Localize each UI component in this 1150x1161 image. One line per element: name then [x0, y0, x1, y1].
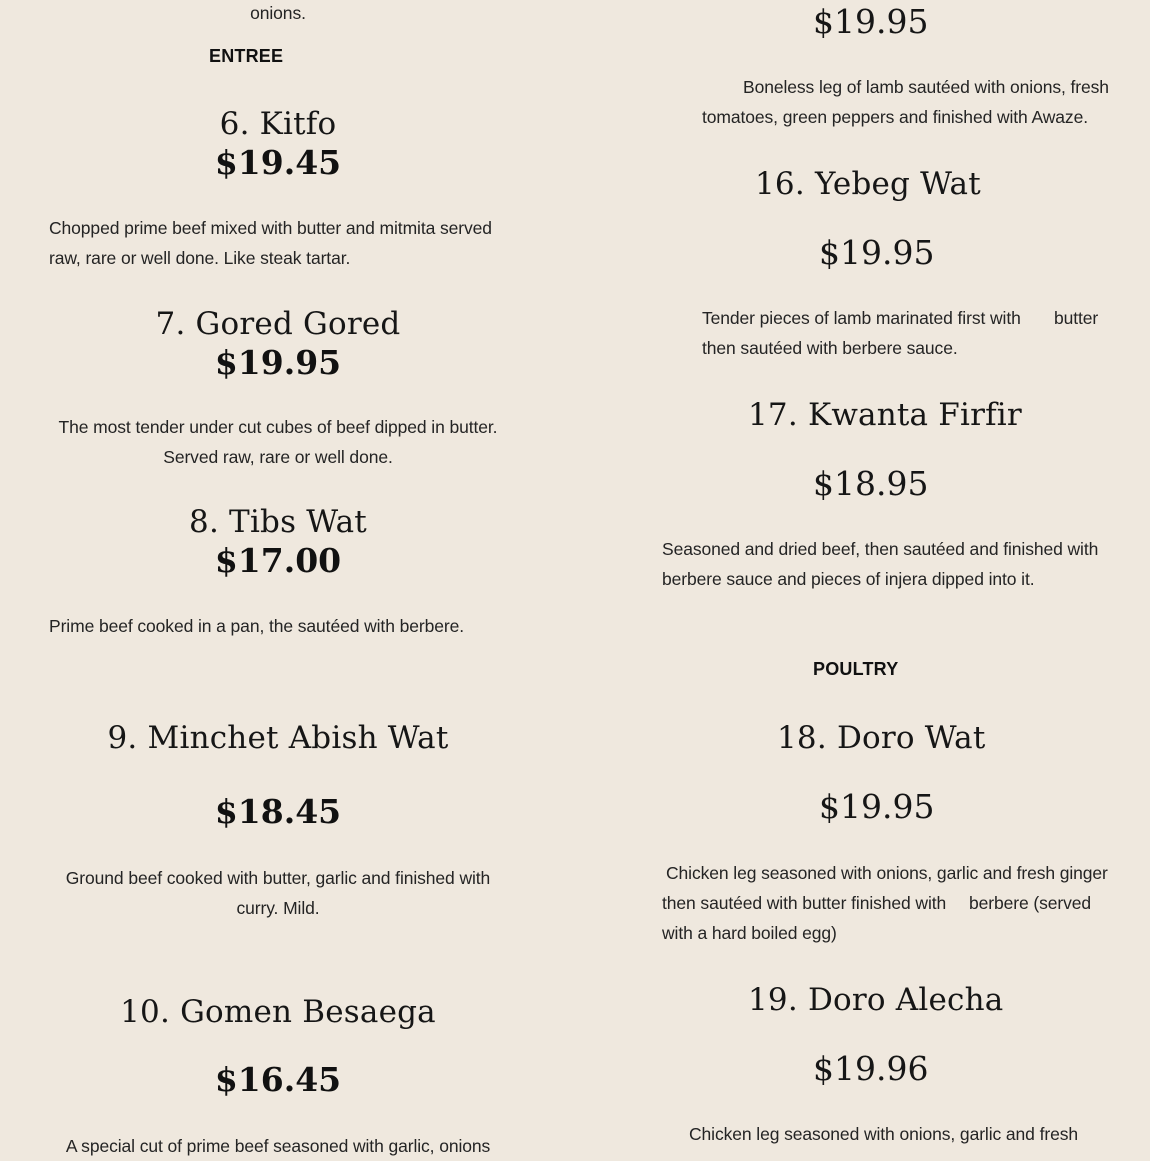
dish-description: tomatoes, green peppers and finished with Awaze. [702, 107, 1088, 127]
dish-description: Served raw, rare or well done. [163, 447, 393, 467]
dish-name: 18. Doro Wat [777, 720, 986, 756]
dish-name: 10. Gomen Besaega [120, 994, 436, 1030]
dish-price: $19.95 [819, 787, 935, 826]
dish-description: butter [1054, 308, 1099, 328]
dish-description: Tender pieces of lamb marinated first with [702, 308, 1021, 328]
dish-name: 17. Kwanta Firfir [748, 397, 1022, 433]
dish-description: curry. Mild. [236, 898, 320, 918]
dish-description: A special cut of prime beef seasoned with garlic, onions [65, 1136, 491, 1156]
dish-name: 8. Tibs Wat [189, 504, 367, 540]
dish-name: 7. Gored Gored [155, 306, 401, 342]
dish-price: $19.45 [214, 143, 342, 182]
dish-description: berbere sauce and pieces of injera dipped into it. [662, 569, 1035, 589]
dish-price: $19.96 [813, 1049, 929, 1088]
section-heading-entree: ENTREE [209, 46, 284, 66]
dish-description: raw, rare or well done. Like steak tartar. [49, 248, 351, 268]
dish-description: The most tender under cut cubes of beef dipped in butter. [58, 417, 498, 437]
section-heading-poultry: POULTRY [813, 659, 899, 679]
dish-name: 16. Yebeg Wat [755, 166, 981, 202]
dish-price: $17.00 [214, 541, 342, 580]
dish-price: $18.95 [813, 464, 929, 503]
dish-description: Chicken leg seasoned with onions, garlic and fresh ginger [666, 863, 1108, 883]
dish-description: then sautéed with berbere sauce. [702, 338, 958, 358]
dish-name: 19. Doro Alecha [748, 982, 1004, 1018]
dish-price: $16.45 [214, 1060, 342, 1099]
dish-description: Chicken leg seasoned with onions, garlic and fresh [689, 1124, 1078, 1144]
dish-description: berbere (served [969, 893, 1092, 913]
dish-description: with a hard boiled egg) [662, 923, 837, 943]
dish-price: $19.95 [214, 343, 342, 382]
dish-description: Ground beef cooked with butter, garlic and finished with [65, 868, 491, 888]
dish-price: $19.95 [819, 233, 935, 272]
dish-price: $19.95 [813, 2, 929, 41]
dish-description: Prime beef cooked in a pan, the sautéed with berbere. [49, 616, 464, 636]
dish-description: Chopped prime beef mixed with butter and mitmita served [49, 218, 492, 238]
dish-description: Seasoned and dried beef, then sautéed and finished with [662, 539, 1099, 559]
dish-name: 6. Kitfo [219, 106, 337, 142]
dish-price: $18.45 [214, 792, 342, 831]
dish-description: then sautéed with butter finished with [662, 893, 947, 913]
dish-name: 9. Minchet Abish Wat [107, 720, 449, 756]
menu-text: onions. [250, 3, 306, 23]
dish-description: Boneless leg of lamb sautéed with onions, fresh [743, 77, 1109, 97]
